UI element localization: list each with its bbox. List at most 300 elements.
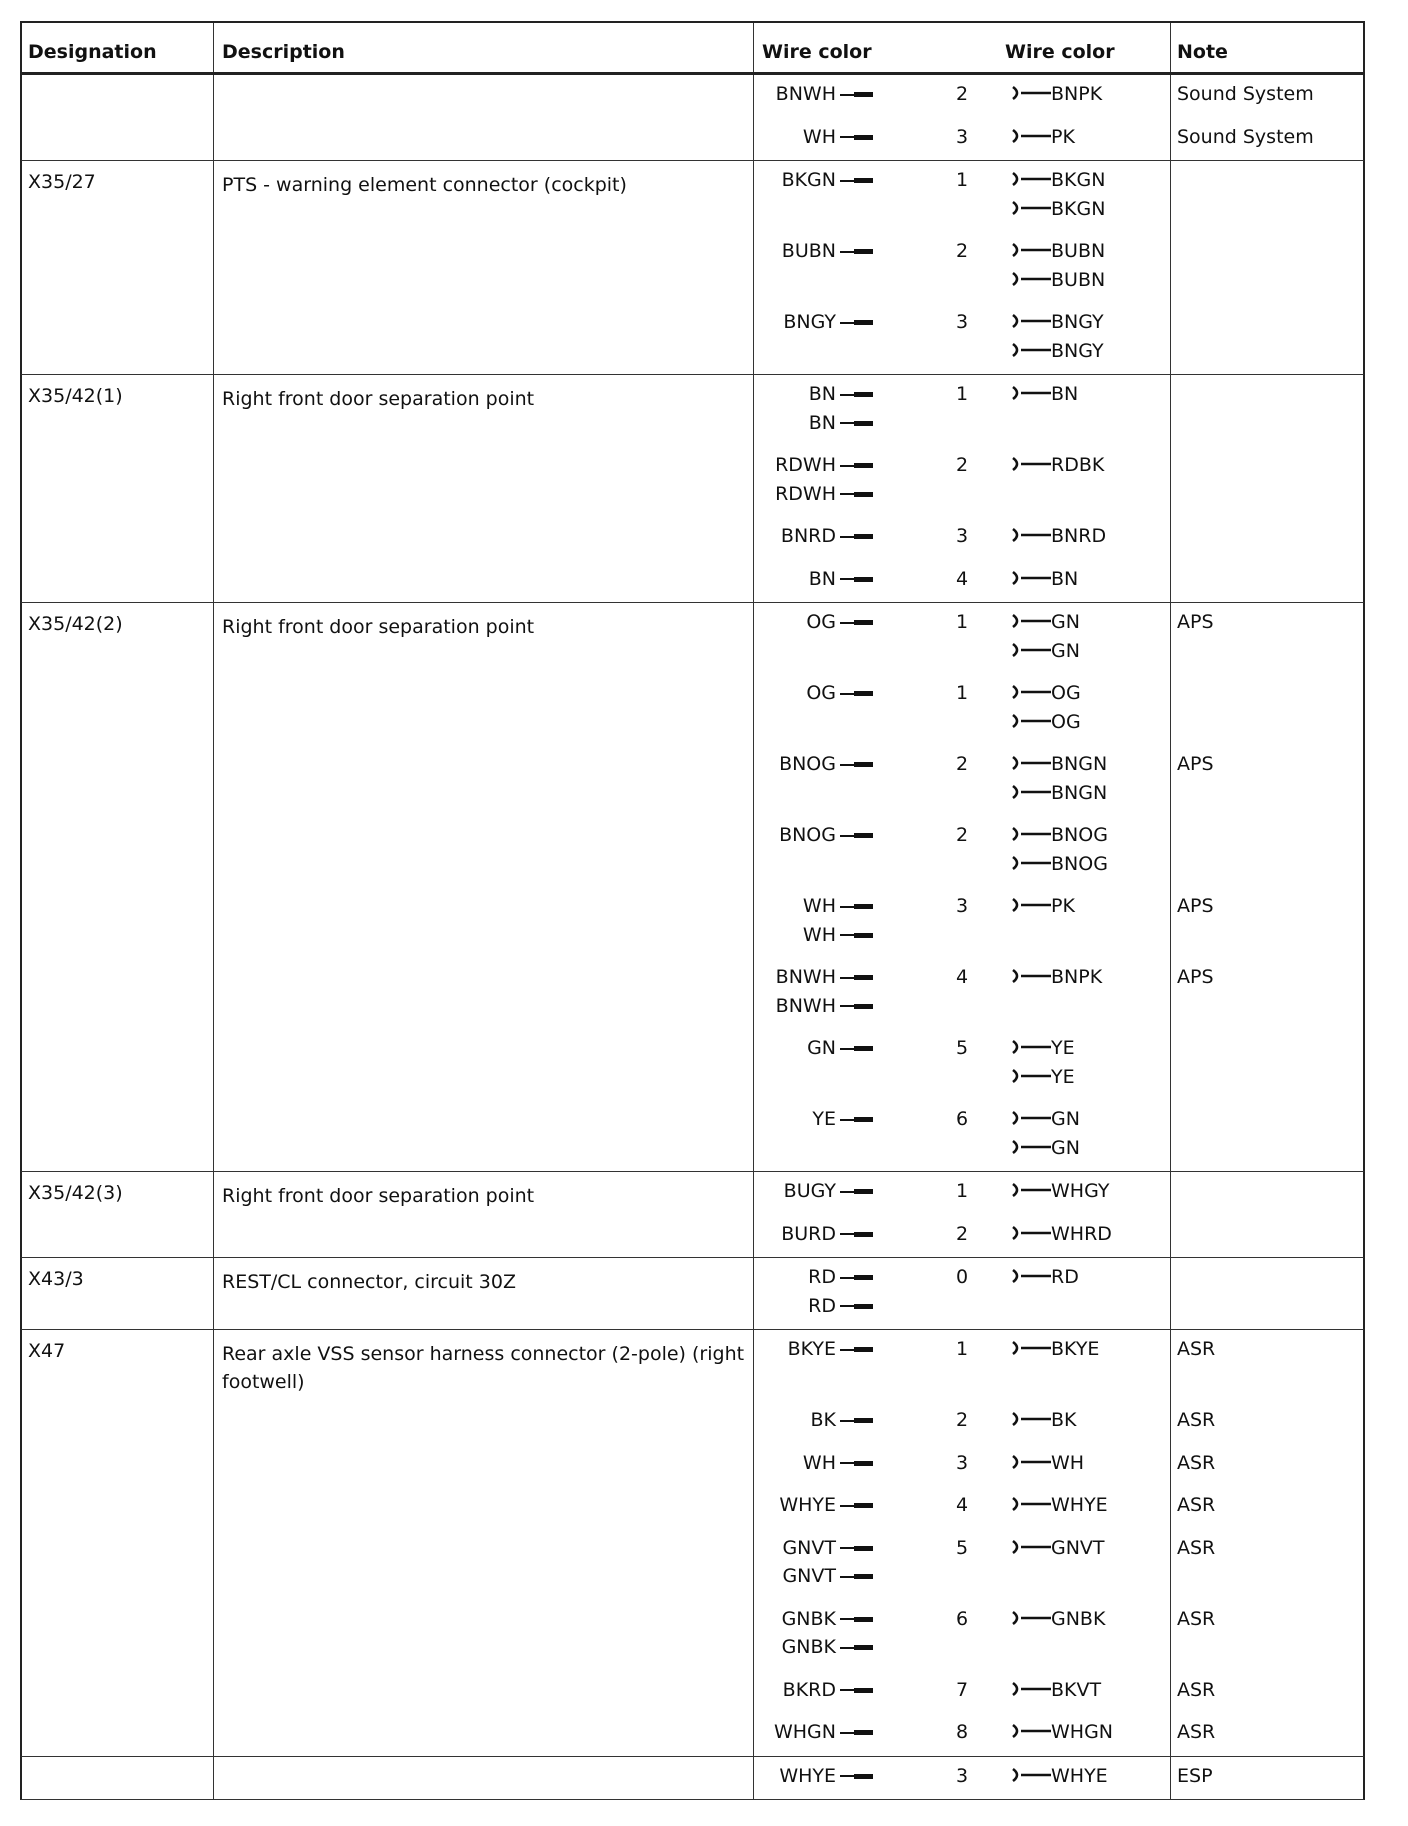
wire-entry (22, 1765, 1363, 1795)
pin-block (854, 1688, 873, 1693)
pin-block (854, 1418, 873, 1423)
right-wire-color (1011, 1765, 1108, 1794)
left-wire-line (779, 824, 873, 853)
wire-line (840, 977, 854, 979)
wire-line (840, 622, 854, 624)
wire-entry (22, 1180, 1363, 1210)
pin-number: 1 (956, 383, 969, 405)
left-wire-label: BNWH (775, 83, 836, 105)
wire-entry (22, 240, 1363, 291)
left-wire-color (776, 83, 873, 112)
wire-entry (22, 824, 1363, 875)
right-wire-line (1011, 1721, 1113, 1750)
connector-pin-icon (836, 1765, 873, 1787)
header-wire-color-right: Wire color (1005, 41, 1115, 63)
note-cell: APS (1177, 895, 1214, 917)
wire-entry (22, 1721, 1363, 1751)
connector-group (20, 1330, 1365, 1757)
pin-block (854, 1730, 873, 1735)
left-wire-color (782, 1608, 873, 1665)
connector-socket-icon (1011, 241, 1051, 259)
note-cell: ASR (1177, 1494, 1216, 1516)
description-cell: Right front door separation point (222, 1185, 535, 1207)
pin-block (854, 1617, 873, 1622)
wire-line (840, 906, 854, 908)
connector-socket-icon (1011, 783, 1051, 801)
right-wire-line (1011, 853, 1108, 882)
left-wire-color (776, 966, 873, 1023)
right-wire-color (1011, 126, 1075, 155)
left-wire-color (803, 895, 873, 952)
right-wire-color (1011, 1037, 1075, 1094)
right-wire-color (1011, 1452, 1084, 1481)
left-wire-label: BN (808, 383, 836, 405)
pin-number: 3 (956, 1764, 969, 1787)
pin-block (854, 762, 873, 767)
note-cell: ASR (1177, 1409, 1216, 1431)
description-cell: Rear axle VSS sensor harness connector (2-pole) (right footwell) (222, 1343, 745, 1393)
right-wire-color (1011, 1180, 1109, 1209)
left-wire-line (774, 1721, 873, 1750)
left-wire-label: RDWH (775, 482, 836, 505)
pin-block (854, 320, 873, 325)
wire-line (840, 1462, 854, 1464)
wire-line (840, 1005, 854, 1007)
right-wire-line (1011, 340, 1104, 369)
connector-socket-icon (1011, 854, 1051, 872)
pin-number: 2 (956, 240, 969, 262)
designation-cell: X35/27 (28, 171, 96, 193)
pin-number: 4 (956, 567, 969, 590)
wire-line (840, 835, 854, 837)
right-wire-color (1011, 1108, 1080, 1165)
connector-socket-icon (1011, 641, 1051, 659)
right-wire-color (1011, 1721, 1113, 1750)
right-wire-line (1011, 753, 1107, 782)
left-wire-label: WH (802, 923, 836, 946)
left-wire-label: BK (810, 1409, 836, 1431)
left-wire-label: WHGN (773, 1721, 836, 1743)
left-wire-label: BNWH (775, 994, 836, 1017)
right-wire-color (1011, 454, 1104, 483)
wire-line (840, 764, 854, 766)
pin-block (854, 1347, 873, 1352)
note-cell: ASR (1177, 1721, 1216, 1743)
connector-socket-icon (1011, 1722, 1051, 1740)
left-wire-line (803, 895, 873, 924)
right-wire-label: BUBN (1051, 240, 1106, 262)
connector-pin-icon (836, 824, 873, 846)
left-wire-line (807, 1037, 873, 1066)
left-wire-line (782, 1636, 873, 1665)
connector-pin-icon (836, 611, 873, 633)
right-wire-line (1011, 682, 1081, 711)
connector-socket-icon (1011, 455, 1051, 473)
note-cell: ASR (1177, 1451, 1216, 1474)
connector-socket-icon (1011, 84, 1051, 102)
wire-line (840, 1775, 854, 1777)
wire-line (840, 1119, 854, 1121)
left-wire-label: WH (802, 125, 836, 148)
left-wire-line (781, 1223, 873, 1252)
left-wire-label: GN (807, 1037, 836, 1059)
pin-number: 4 (956, 966, 969, 988)
header-wire-color-left: Wire color (762, 41, 872, 63)
connector-pin-icon (836, 995, 873, 1017)
connector-socket-icon (1011, 1538, 1051, 1556)
pin-block (854, 1046, 873, 1051)
right-wire-line (1011, 525, 1106, 554)
right-wire-color (1011, 1494, 1108, 1523)
left-wire-label: OG (806, 611, 836, 633)
left-wire-label: BNOG (779, 753, 836, 775)
pin-number: 3 (956, 525, 969, 547)
left-wire-label: BUBN (781, 240, 836, 262)
connector-socket-icon (1011, 127, 1051, 145)
pin-block (854, 1275, 873, 1280)
pin-number: 3 (956, 311, 969, 333)
note-cell: ASR (1177, 1678, 1216, 1701)
pin-number: 7 (956, 1678, 969, 1701)
right-wire-color (1011, 966, 1102, 995)
connector-pin-icon (836, 483, 873, 505)
left-wire-line (809, 383, 873, 412)
connector-pin-icon (836, 924, 873, 946)
left-wire-color (809, 383, 873, 440)
connector-pin-icon (836, 1266, 873, 1288)
left-wire-label: BNWH (775, 966, 836, 988)
right-wire-label: YE (1051, 1065, 1075, 1088)
connector-socket-icon (1011, 683, 1051, 701)
pin-number: 2 (956, 753, 969, 775)
left-wire-label: RDWH (775, 454, 836, 476)
connector-socket-icon (1011, 341, 1051, 359)
right-wire-line (1011, 311, 1104, 340)
left-wire-color (783, 1679, 873, 1708)
connector-pin-icon (836, 454, 873, 476)
wire-entry (22, 126, 1363, 156)
left-wire-color (779, 824, 873, 853)
right-wire-line (1011, 1037, 1075, 1066)
connector-socket-icon (1011, 967, 1051, 985)
wire-line (840, 1277, 854, 1279)
right-wire-line (1011, 1180, 1109, 1209)
left-wire-line (784, 1180, 873, 1209)
wire-line (840, 1618, 854, 1620)
pin-block (854, 92, 873, 97)
connector-pin-icon (836, 126, 873, 148)
connector-socket-icon (1011, 384, 1051, 402)
right-wire-line (1011, 126, 1075, 155)
pin-block (854, 1774, 873, 1779)
right-wire-line (1011, 240, 1105, 269)
description-cell: REST/CL connector, circuit 30Z (222, 1271, 516, 1293)
connector-socket-icon (1011, 1495, 1051, 1513)
left-wire-line (803, 1452, 873, 1481)
pin-number: 2 (956, 83, 969, 105)
connector-group (20, 375, 1365, 603)
connector-group (20, 161, 1365, 375)
pin-number: 1 (956, 1180, 969, 1202)
left-wire-color (782, 1537, 873, 1594)
wire-line (840, 322, 854, 324)
description-cell: Right front door separation point (222, 616, 535, 638)
right-wire-line (1011, 83, 1102, 112)
left-wire-color (806, 611, 873, 640)
wiring-table (20, 21, 1365, 1800)
designation-cell: X47 (28, 1340, 66, 1362)
left-wire-label: GNBK (781, 1607, 836, 1630)
right-wire-color (1011, 1266, 1079, 1295)
wire-entry (22, 1452, 1363, 1482)
pin-block (854, 1117, 873, 1122)
left-wire-line (776, 995, 873, 1024)
wire-line (840, 94, 854, 96)
left-wire-line (779, 1765, 873, 1794)
right-wire-label: BN (1051, 383, 1079, 405)
left-wire-line (803, 126, 873, 155)
connector-pin-icon (836, 1452, 873, 1474)
left-wire-label: OG (806, 682, 836, 704)
right-wire-label: WHYE (1051, 1494, 1108, 1516)
pin-number: 3 (956, 895, 969, 917)
right-wire-color (1011, 611, 1080, 668)
right-wire-label: RDBK (1051, 454, 1105, 476)
right-wire-label: BK (1051, 1409, 1077, 1431)
left-wire-color (806, 682, 873, 711)
left-wire-line (806, 611, 873, 640)
note-cell: APS (1177, 966, 1214, 988)
designation-cell: X35/42(2) (28, 613, 123, 635)
wire-entry (22, 1536, 1363, 1587)
note-cell: APS (1177, 753, 1214, 775)
right-wire-label: GN (1051, 1136, 1080, 1159)
pin-block (854, 1004, 873, 1009)
left-wire-color (812, 1108, 873, 1137)
pin-number: 2 (956, 454, 969, 476)
left-wire-color (781, 525, 873, 554)
connector-pin-icon (836, 383, 873, 405)
pin-block (854, 178, 873, 183)
left-wire-color (803, 1452, 873, 1481)
wire-entry (22, 1037, 1363, 1088)
designation-cell: X35/42(1) (28, 385, 123, 407)
connector-pin-icon (836, 169, 873, 191)
pin-number: 3 (956, 125, 969, 148)
right-wire-color (1011, 1223, 1112, 1252)
wire-line (840, 1647, 854, 1649)
left-wire-line (779, 1494, 873, 1523)
connector-pin-icon (836, 895, 873, 917)
right-wire-line (1011, 782, 1107, 811)
pin-block (854, 492, 873, 497)
pin-number: 2 (956, 1409, 969, 1431)
pin-number: 2 (956, 1222, 969, 1245)
wire-entry (22, 383, 1363, 434)
right-wire-color (1011, 83, 1102, 112)
right-wire-label: BNGN (1051, 781, 1108, 804)
left-wire-line (779, 753, 873, 782)
left-wire-color (809, 568, 873, 597)
connector-socket-icon (1011, 1410, 1051, 1428)
wire-entry (22, 525, 1363, 555)
right-wire-line (1011, 568, 1078, 597)
connector-socket-icon (1011, 1680, 1051, 1698)
connector-socket-icon (1011, 312, 1051, 330)
right-wire-line (1011, 711, 1081, 740)
right-wire-color (1011, 311, 1104, 368)
right-wire-label: BKVT (1051, 1678, 1102, 1701)
left-wire-label: YE (812, 1108, 836, 1130)
left-wire-line (803, 924, 873, 953)
left-wire-color (779, 753, 873, 782)
note-cell: ASR (1177, 1536, 1216, 1559)
left-wire-color (781, 1223, 873, 1252)
right-wire-color (1011, 525, 1106, 554)
left-wire-line (809, 568, 873, 597)
pin-block (854, 249, 873, 254)
pin-number: 0 (956, 1266, 969, 1288)
right-wire-color (1011, 169, 1105, 226)
wire-entry (22, 611, 1363, 662)
connector-socket-icon (1011, 712, 1051, 730)
right-wire-line (1011, 198, 1105, 227)
left-wire-color (782, 169, 873, 198)
note-cell: ESP (1177, 1764, 1213, 1787)
wire-entry (22, 454, 1363, 505)
pin-block (854, 392, 873, 397)
right-wire-color (1011, 824, 1108, 881)
header-description: Description (222, 41, 345, 63)
connector-socket-icon (1011, 1766, 1051, 1784)
left-wire-color (807, 1037, 873, 1066)
connector-socket-icon (1011, 199, 1051, 217)
right-wire-color (1011, 682, 1081, 739)
left-wire-line (808, 1266, 873, 1295)
connector-pin-icon (836, 753, 873, 775)
wire-entry (22, 568, 1363, 598)
header-designation: Designation (28, 41, 157, 63)
right-wire-color (1011, 568, 1078, 597)
pin-block (854, 975, 873, 980)
wire-line (840, 1689, 854, 1691)
left-wire-color (779, 1494, 873, 1523)
connector-group (20, 1172, 1365, 1258)
wire-line (840, 465, 854, 467)
pin-block (854, 1503, 873, 1508)
right-wire-label: WHGY (1051, 1180, 1110, 1202)
right-wire-line (1011, 1108, 1080, 1137)
right-wire-color (1011, 1537, 1105, 1566)
connector-socket-icon (1011, 754, 1051, 772)
table-header (20, 21, 1365, 75)
pin-block (854, 933, 873, 938)
pin-number: 5 (956, 1037, 969, 1059)
note-cell: APS (1177, 611, 1214, 633)
wire-line (840, 1732, 854, 1734)
pin-block (854, 620, 873, 625)
connector-pin-icon (836, 83, 873, 105)
right-wire-label: BNGN (1051, 753, 1108, 775)
right-wire-line (1011, 611, 1080, 640)
pin-block (854, 577, 873, 582)
pin-block (854, 1232, 873, 1237)
right-wire-line (1011, 1338, 1099, 1367)
connector-socket-icon (1011, 1181, 1051, 1199)
wire-line (840, 180, 854, 182)
right-wire-color (1011, 1409, 1077, 1438)
connector-pin-icon (836, 1565, 873, 1587)
right-wire-label: GNVT (1051, 1536, 1105, 1559)
connector-pin-icon (836, 1679, 873, 1701)
left-wire-line (809, 412, 873, 441)
left-wire-line (782, 1565, 873, 1594)
note-cell: ASR (1177, 1338, 1216, 1360)
wire-line (840, 422, 854, 424)
right-wire-label: BNOG (1051, 824, 1108, 846)
right-wire-line (1011, 640, 1080, 669)
right-wire-label: GN (1051, 639, 1080, 662)
left-wire-line (776, 83, 873, 112)
right-wire-line (1011, 1409, 1077, 1438)
connector-socket-icon (1011, 1224, 1051, 1242)
right-wire-label: BUBN (1051, 268, 1106, 291)
pin-block (854, 534, 873, 539)
wire-entry (22, 1223, 1363, 1253)
right-wire-color (1011, 1679, 1101, 1708)
connector-group (20, 603, 1365, 1172)
right-wire-color (1011, 1608, 1105, 1637)
right-wire-line (1011, 1223, 1112, 1252)
connector-pin-icon (836, 1636, 873, 1658)
right-wire-line (1011, 169, 1105, 198)
wire-line (840, 1547, 854, 1549)
connector-group (20, 1757, 1365, 1801)
left-wire-line (775, 483, 873, 512)
connector-socket-icon (1011, 1453, 1051, 1471)
left-wire-line (808, 1295, 873, 1324)
left-wire-label: GNBK (781, 1636, 836, 1658)
left-wire-line (788, 1338, 873, 1367)
description-cell: Right front door separation point (222, 388, 535, 410)
connector-socket-icon (1011, 1267, 1051, 1285)
left-wire-label: BKYE (787, 1338, 836, 1360)
left-wire-color (782, 240, 873, 269)
pin-number: 1 (956, 682, 969, 704)
connector-pin-icon (836, 1409, 873, 1431)
pin-number: 1 (956, 611, 969, 633)
left-wire-label: BURD (781, 1222, 836, 1245)
right-wire-label: BN (1051, 567, 1079, 590)
pin-block (854, 1546, 873, 1551)
right-wire-label: BNRD (1051, 525, 1107, 547)
left-wire-label: WHYE (779, 1764, 836, 1787)
wire-line (840, 934, 854, 936)
connector-pin-icon (836, 412, 873, 434)
right-wire-line (1011, 895, 1075, 924)
right-wire-color (1011, 753, 1107, 810)
right-wire-label: BNGY (1051, 311, 1104, 333)
right-wire-label: BNGY (1051, 339, 1104, 362)
wire-entry (22, 682, 1363, 733)
left-wire-line (783, 1679, 873, 1708)
header-note: Note (1177, 41, 1228, 63)
wire-entry (22, 169, 1363, 220)
connector-pin-icon (836, 1608, 873, 1630)
left-wire-label: RD (808, 1266, 836, 1288)
connector-pin-icon (836, 1180, 873, 1202)
wire-entry (22, 966, 1363, 1017)
